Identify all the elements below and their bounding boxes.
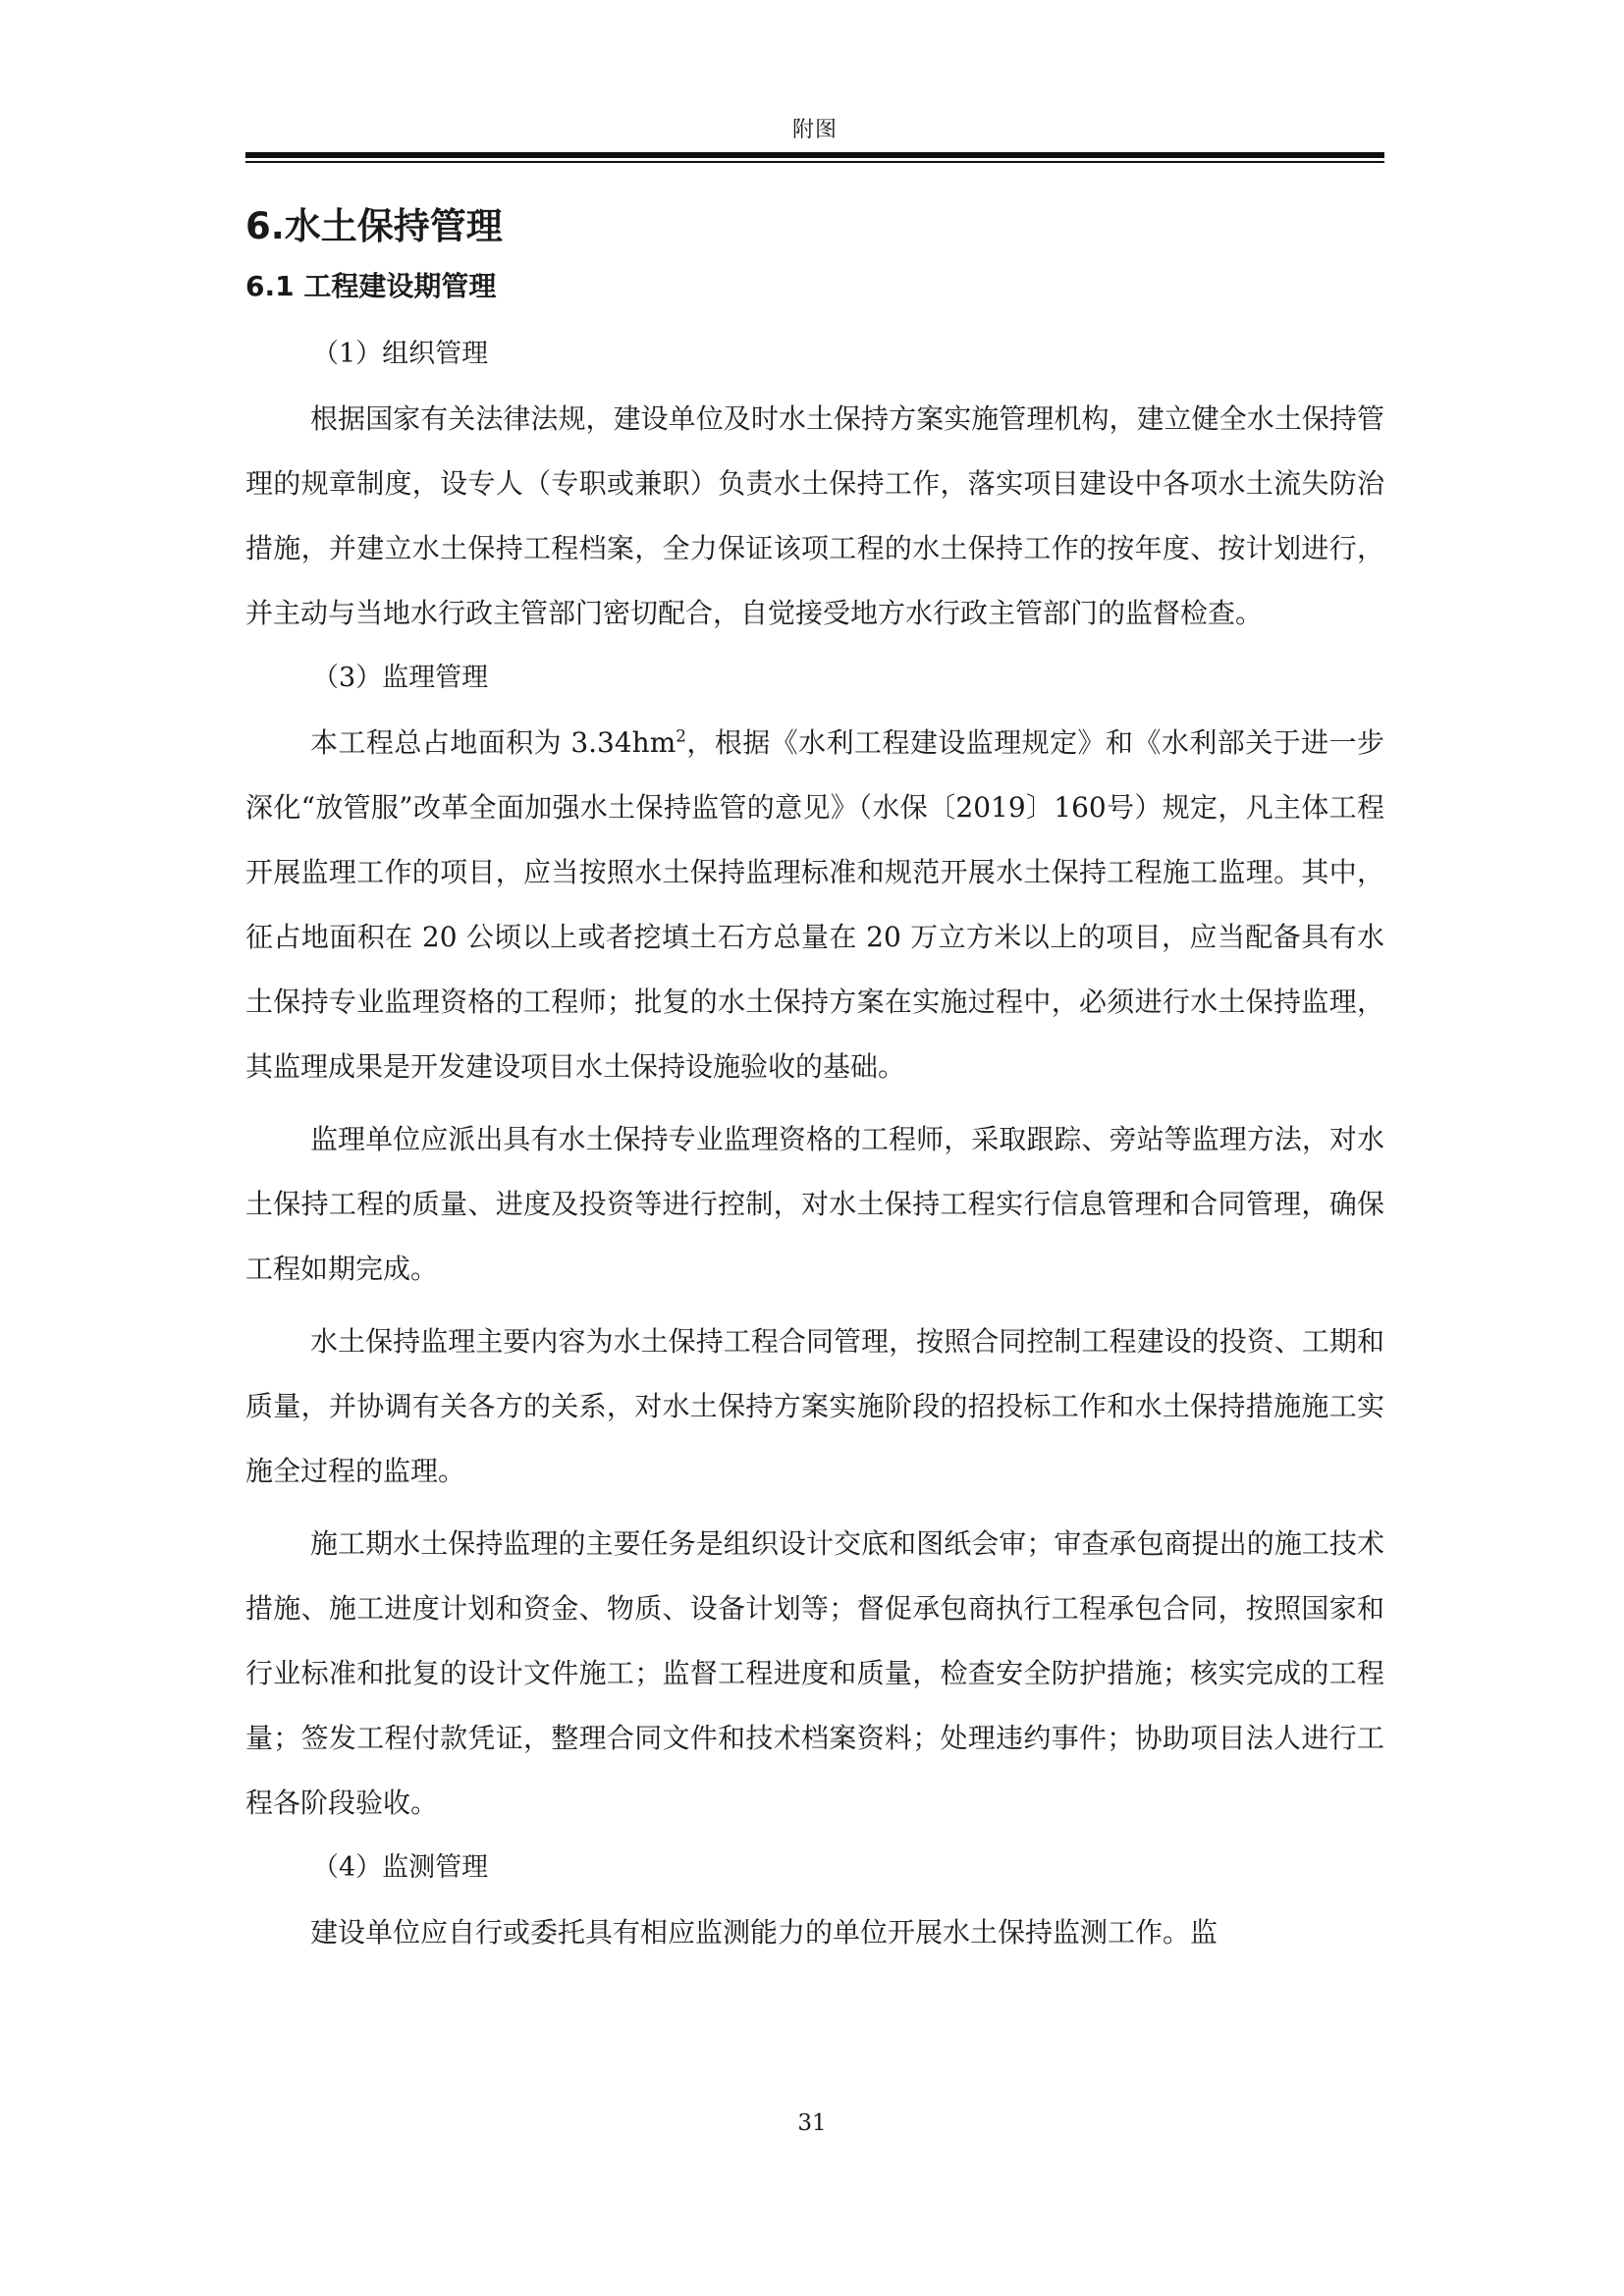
supervision-paragraph-2: 监理单位应派出具有水土保持专业监理资格的工程师，采取跟踪、旁站等监理方法，对水土保持工程的质量、进度及投资等进行控制，对水土保持工程实行信息管理和合同管理，确保工程如期完成。 <box>245 1123 1384 1285</box>
supervision-paragraph-4: 施工期水土保持监理的主要任务是组织设计交底和图纸会审；审查承包商提出的施工技术措施、施工进度计划和资金、物质、设备计划等；督促承包商执行工程承包合同，按照国家和行业标准和批复的设计文件施工；监督工程进度和质量，检查安全防护措施；核实完成的工程量；签发工程付款凭证，整理合同文件和技术档案资料；处理违约事件；协助项目法人进行工程各阶段验收。 <box>245 1527 1384 1819</box>
org-management-paragraph: 根据国家有关法律法规，建设单位及时水土保持方案实施管理机构，建立健全水土保持管理的规章制度，设专人（专职或兼职）负责水土保持工作，落实项目建设中各项水土流失防治措施，并建立水土保持工程档案，全力保证该项工程的水土保持工作的按年度、按计划进行，并主动与当地水行政主管部门密切配合，自觉接受地方水行政主管部门的监督检查。 <box>245 402 1384 629</box>
supervision-p1-text-a: 本工程总占地面积为 3.34hm <box>310 726 677 759</box>
page-number: 31 <box>797 2110 827 2136</box>
monitoring-heading: （4）监测管理 <box>312 1852 489 1883</box>
monitoring-paragraph: 建设单位应自行或委托具有相应监测能力的单位开展水土保持监测工作。监 <box>310 1916 1218 1949</box>
header-rule-thin <box>245 161 1384 163</box>
supervision-p1-text-b: ，根据《水利工程建设监理规定》和《水利部关于进一步深化“放管服”改革全面加强水土保持监管的意见》（水保〔2019〕160号）规定，凡主体工程开展监理工作的项目，应当按照水土保持监理标准和规范开展水土保持工程施工监理。其中，征占地面积在 20 公顷以上或者挖填土石方总量在 20 万立方米以上的项目，应当配备具有水土保持专业监理资格的工程师；批复的水土保持方案在实施过程中，必须进行水土保持监理，其监理成果是开发建设项目水土保持设施验收的基础。 <box>245 726 1384 1083</box>
section-title: 6.水土保持管理 <box>245 205 503 247</box>
supervision-heading: （3）监理管理 <box>312 663 489 693</box>
org-management-heading: （1）组织管理 <box>312 339 489 369</box>
subsection-title: 6.1 工程建设期管理 <box>245 270 497 302</box>
body-content <box>245 194 1384 1965</box>
header-rule-thick <box>245 152 1384 158</box>
area-unit-exponent: 2 <box>676 725 686 746</box>
running-header: 附图 <box>791 118 838 142</box>
supervision-paragraph-3: 水土保持监理主要内容为水土保持工程合同管理，按照合同控制工程建设的投资、工期和质量，并协调有关各方的关系，对水土保持方案实施阶段的招投标工作和水土保持措施施工实施全过程的监理。 <box>245 1325 1384 1487</box>
supervision-paragraph-1 <box>245 711 1384 1099</box>
